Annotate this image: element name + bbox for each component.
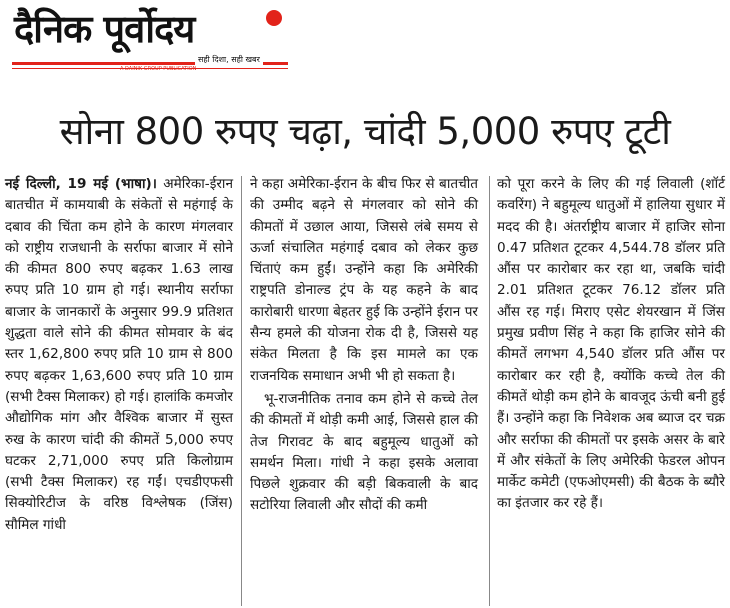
masthead-tagline: सही दिशा, सही खबर: [195, 54, 263, 65]
masthead: [10, 2, 300, 74]
article-paragraph: [5, 174, 233, 536]
article-paragraph: को पूरा करने के लिए की गई लिवाली (शॉर्ट कवरिंग) ने बहुमूल्य धातुओं में हालिया सुधार में मदद की है। अंतर्राष्ट्रीय बाजार में हाजिर सोना 0.47 प्रतिशत टूटकर 4,544.78 डॉलर प्रति औंस पर कारोबार कर रहा था, जबकि चांदी 2.01 प्रतिशत टूटकर 76.12 डॉलर प्रति औंस रह गई। मिराए एसेट शेयरखान में जिंस प्रमुख प्रवीण सिंह ने कहा कि हाजिर सोने की कीमतें लगभग 4,540 डॉलर प्रति औंस पर कारोबार कर रही है, क्योंकि कच्चे तेल की कीमतें थोड़ी कम होने के बावजूद ऊंची बनी हुई हैं। उन्होंने कहा कि निवेशक अब ब्याज दर चक्र और सर्राफा की कीमतों पर इसके असर के बारे में और संकेतों के लिए अमेरिकी फेडरल ओपन मार्केट कमेटी (एफओएमसी) की बैठक के ब्यौरे का इंतजार कर रहे हैं।: [497, 176, 725, 512]
masthead-logo-dot: [266, 10, 282, 26]
column-divider: [241, 176, 242, 606]
article-body: [0, 168, 730, 608]
masthead-small-line: A DAINIK GROUP PUBLICATION: [120, 66, 197, 72]
article-dateline: नई दिल्ली, 19 मई (भाषा)।: [5, 176, 157, 192]
article-column-3: [497, 174, 725, 515]
article-text: अमेरिका-ईरान बातचीत में कामयाबी के संकेतों से महंगाई के दबाव की चिंता कम होने के कारण मंगलवार को राष्ट्रीय राजधानी के सर्राफा बाजार में सोने की कीमत 800 रुपए बढ़कर 1.63 लाख रुपए प्रति 10 ग्राम हो गई। स्थानीय सर्राफा बाजार के जानकारों के अनुसार 99.9 प्रतिशत शुद्धता वाले सोने की कीमत सोमवार के बंद स्तर 1,62,800 रुपए प्रति 10 ग्राम से 800 रुपए बढ़कर 1,63,600 रुपए प्रति 10 ग्राम (सभी टैक्स मिलाकर) हो गई। हालांकि कमजोर औद्योगिक मांग और वैश्विक बाजार में सुस्त रुख के कारण चांदी की कीमतें 5,000 रुपए घटकर 2,71,000 रुपए प्रति किलोग्राम (सभी टैक्स मिलाकर) रह गईं। एचडीएफसी सिक्योरिटीज के वरिष्ठ विश्लेषक (जिंस) सौमिल गांधी: [5, 176, 233, 533]
article-column-1: [5, 174, 233, 536]
article-paragraph: ने कहा अमेरिका-ईरान के बीच फिर से बातचीत की उम्मीद बढ़ने से मंगलवार को सोने की कीमतों में उछाल आया, जिससे लंबे समय से ऊर्जा संचालित महंगाई दबाव को लेकर कुछ चिंताएं कम हुईं। उन्होंने कहा कि अमेरिकी राष्ट्रपति डोनाल्ड ट्रंप के यह कहने के बाद कारोबारी धारणा बेहतर हुई कि उन्होंने ईरान पर सैन्य हमले की योजना रोक दी है, जिससे यह संकेत मिलता है कि इस मामले का एक राजनयिक समाधान अभी भी हो सकता है।: [250, 176, 478, 384]
column-divider: [489, 176, 490, 606]
masthead-title: दैनिक पूर्वोदय: [14, 7, 195, 51]
article-paragraph: भू-राजनीतिक तनाव कम होने से कच्चे तेल की कीमतों में थोड़ी कमी आई, जिससे हाल की तेज गिरावट के बाद बहुमूल्य धातुओं को समर्थन मिला। गांधी ने कहा इसके अलावा पिछले शुक्रवार की बड़ी बिकवाली के बाद सटोरिया लिवाली और सौदों की कमी: [250, 390, 478, 514]
article-headline: सोना 800 रुपए चढ़ा, चांदी 5,000 रुपए टूटी: [59, 110, 671, 153]
article-column-2: [250, 174, 478, 517]
